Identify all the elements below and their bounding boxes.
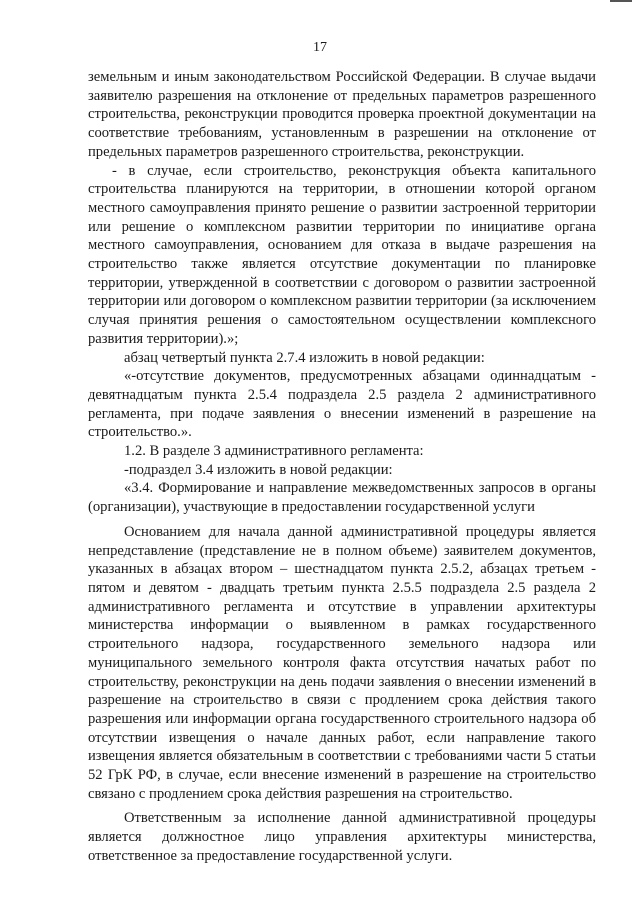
page-number: 17	[313, 40, 327, 55]
paragraph-3: абзац четвертый пункта 2.7.4 изложить в новой редакции:	[124, 349, 485, 366]
paragraph-1: земельным и иным законодательством Российской Федерации. В случае выдачи заявителю разрешения на отклонение от предельных параметров разрешенного строительства, реконструкции проводится проверка проектной документации на соответствие требованиям, установленным в разрешении на отклонение от предельных параметров разрешенного строительства, реконструкции.	[88, 69, 596, 160]
document-body	[88, 68, 596, 866]
paragraph-7: «3.4. Формирование и направление межведомственных запросов в органы (организации), участвующие в предоставлении государственной услуги	[88, 480, 596, 516]
paragraph-8: Основанием для начала данной административной процедуры является непредставление (представление не в полном объеме) заявителем документов, указанных в абзацах втором – шестнадцатом пункта 2.5.2, абзацах третьем - пятом и девятом - двадцать третьим пункта 2.5.5 подраздела 2.5 раздела 2 административного регламента и отсутствие в управлении архитектуры министерства информации о выявленном в рамках государственного строительного надзора, государственного земельного надзора или муниципального земельного контроля факта отсутствия начатых работ по строительству, реконструкции на день подачи заявления о внесении изменений в разрешение на строительство в связи с продлением срока действия такого разрешения или информации органа государственного строительного надзора об отсутствии извещения о начале данных работ, если направление такого извещения является обязательным в соответствии с требованиями части 5 статьи 52 ГрК РФ, в случае, если внесение изменений в разрешение на строительство связано с продлением срока действия разрешения на строительство.	[88, 523, 596, 802]
paragraph-4: «-отсутствие документов, предусмотренных абзацами одиннадцатым - девятнадцатым пункта 2.5.4 подраздела 2.5 раздела 2 административного регламента, при подаче заявления о внесении изменений в разрешение на строительство.».	[88, 368, 596, 441]
paragraph-5: 1.2. В разделе 3 административного регламента:	[124, 443, 424, 460]
paragraph-6: -подраздел 3.4 изложить в новой редакции:	[124, 461, 393, 478]
paragraph-2: - в случае, если строительство, реконструкция объекта капитального строительства планируются на территории, в отношении которой органом местного самоуправления принято решение о развитии застроенной территории или решение о комплексном развитии территории по инициативе органа местного самоуправления, основанием для отказа в выдаче разрешения на строительство также является отсутствие документации по планировке территории, утвержденной в соответствии с договором о развитии застроенной территории или договором о комплексном развитии территории (за исключением случая принятия решения о самостоятельном осуществлении комплексного развития территории).»;	[88, 162, 596, 347]
paragraph-9: Ответственным за исполнение данной административной процедуры является должностное лицо управления архитектуры министерства, ответственное за предоставление государственной услуги.	[88, 810, 596, 864]
corner-mark	[610, 0, 632, 2]
